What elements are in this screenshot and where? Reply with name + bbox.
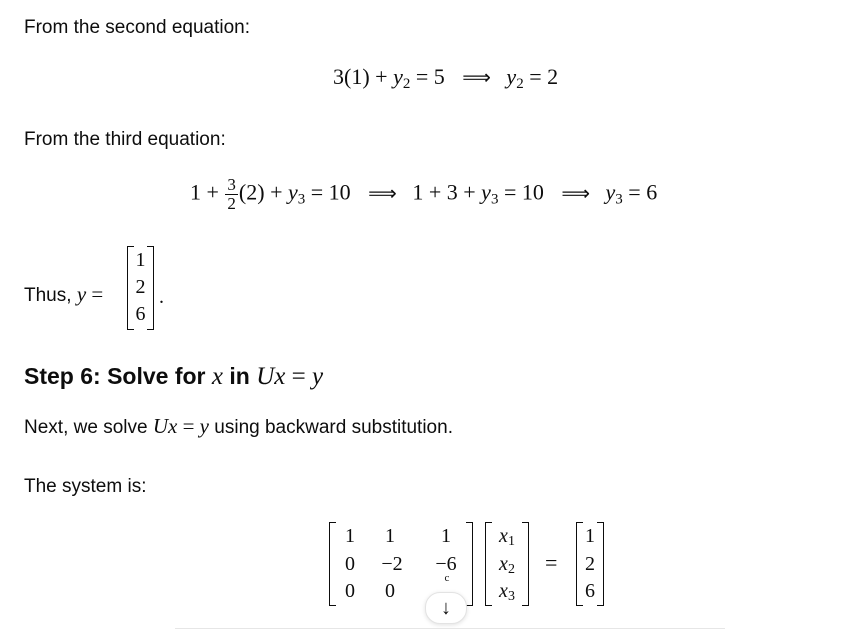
implies-icon: ⟹ [462, 67, 489, 89]
divider [175, 628, 725, 629]
equation-y3: 1 + $\frac{3}{2}$ $(2) + y_3 = 10$ ⟹ $1 + 3 + y_3 = 10$ ⟹ $y_3 = 6$ [190, 175, 658, 213]
equals-sign: = [545, 550, 558, 575]
period: . [159, 286, 164, 308]
next-solve-text: Next, we solve Ux = y using backward substitution. [24, 414, 453, 438]
implies-icon: ⟹ [368, 182, 395, 205]
step6-heading: Step 6: Solve for x in Ux = y [24, 363, 324, 390]
scroll-down-button[interactable] [425, 592, 467, 624]
y-vector: 1 2 6 [127, 246, 154, 330]
u-matrix: 1 1 1 0 −2 −6 0 0 c [329, 522, 473, 606]
from-third-text: From the third equation: [24, 129, 226, 150]
rhs-vector: 1 2 6 [576, 522, 604, 606]
arrow-down-icon: ↓ [441, 596, 451, 619]
system-is-text: The system is: [24, 476, 147, 497]
equation-y2: $3(1) + y_2 = 5$ ⟹ $y_2 = 2$ [333, 64, 559, 92]
thus-text: Thus, y = [24, 282, 104, 306]
from-second-text: From the second equation: [24, 17, 251, 38]
x-vector: x1 x2 x3 [485, 522, 529, 606]
implies-icon: ⟹ [561, 182, 589, 205]
